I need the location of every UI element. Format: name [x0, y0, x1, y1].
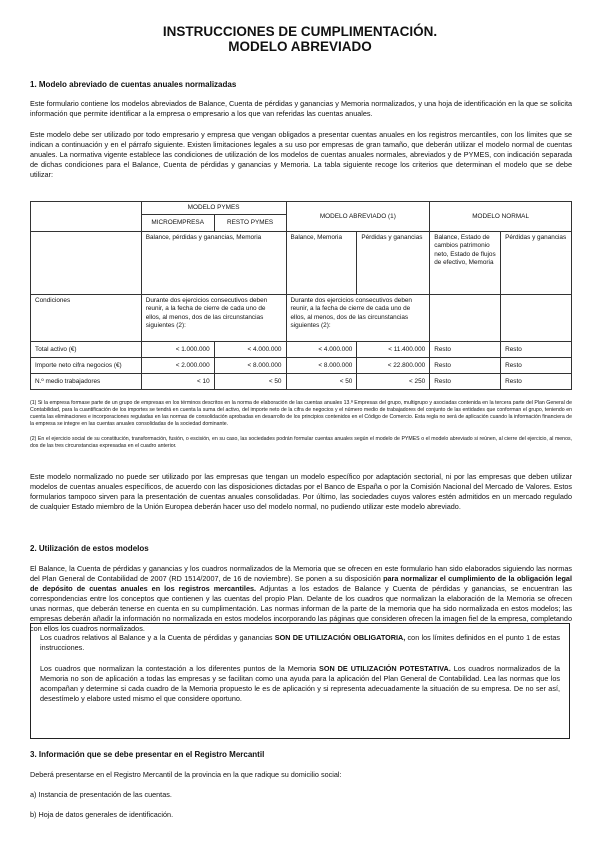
footnote-1: (1) Si la empresa formase parte de un grupo de empresas en los términos descritos en la norma de elaboración de las cuentas anuales 13.ª Empresas del grupo, multigrupo y asociadas contenida en la tercera parte del Plan General de Contabilidad, para la cuantificación de los importes se tendrá en cuenta la suma del activo, del importe neto de la cifra de negocios y el número medio de trabajadores del conjunto de las entidades que conforman el grupo, teniendo en cuenta las eliminaciones e incorporaciones reguladas en las normas de consolidación aprobadas en desarrollo de los principios contenidos en el Código de Comercio. Esta regla no será de aplicación cuando la información financiera de la empresa se integre en las cuentas anuales consolidadas de la sociedad dominante.	[30, 400, 572, 427]
cell-resto-pymes: < 50	[214, 374, 286, 390]
section-2-heading: 2. Utilización de estos modelos	[30, 544, 149, 553]
notice-box	[30, 623, 570, 739]
cell-abreviado-1: < 8.000.000	[286, 358, 357, 374]
cell-normal-1: Resto	[430, 358, 501, 374]
header-resto-pymes: RESTO PYMES	[214, 215, 286, 232]
section-3-intro: Deberá presentarse en el Registro Mercantil de la provincia en la que radique su domicilio social:	[30, 770, 342, 779]
notice-2-text-a: Los cuadros que normalizan la contestación a los diferentes puntos de la Memoria	[40, 664, 319, 673]
docs-pymes: Balance, pérdidas y ganancias, Memoria	[141, 232, 286, 295]
cell-normal-1: Resto	[430, 374, 501, 390]
notice-1-text-bold: SON DE UTILIZACIÓN OBLIGATORIA,	[274, 633, 406, 642]
condiciones-abreviado: Durante dos ejercicios consecutivos deben reunir, a la fecha de cierre de cada uno de ellos, al menos, dos de las circunstancias siguientes (2):	[286, 295, 430, 342]
notice-2-text-bold: SON DE UTILIZACIÓN POTESTATIVA.	[318, 664, 451, 673]
cell-abreviado-2: < 250	[357, 374, 430, 390]
cell-normal-2: Resto	[501, 342, 572, 358]
header-modelo-abreviado: MODELO ABREVIADO (1)	[286, 202, 430, 232]
docs-abreviado-balance: Balance, Memoria	[286, 232, 357, 295]
condiciones-label: Condiciones	[31, 295, 142, 342]
notice-1-text-c: con los límites definidos en el punto 1 de estas instrucciones.	[40, 633, 560, 652]
title-line-2: MODELO ABREVIADO	[228, 39, 372, 54]
section-1-paragraph-1: Este formulario contiene los modelos abreviados de Balance, Cuenta de pérdidas y ganancias y Memoria normalizados, y una hoja de identificación en la que se solicita información que permite identificar a la empresa o empresario a los que van referidas las cuentas anuales.	[30, 99, 572, 118]
section-3-item-b: b) Hoja de datos generales de identificación.	[30, 810, 174, 819]
paragraph-modelo-normalizado: Este modelo normalizado no puede ser utilizado por las empresas que tengan un modelo específico por adaptación sectorial, ni por las empresas que deben utilizar modelos de cuentas anuales específicos, de acuerdo con las disposiciones dictadas por el Banco de España o por la Comisión Nacional del Mercado de Valores. Estos formularios tampoco sirven para la presentación de cuentas anuales consolidadas. Por último, las sociedades cuyos valores estén admitidos en un mercado regulado de cualquier Estado miembro de la Unión Europea deberán hacer uso del modelo normal, no pudiendo utilizar este modelo abreviado.	[30, 472, 572, 511]
notice-paragraph-2	[40, 664, 560, 704]
title-line-1: INSTRUCCIONES DE CUMPLIMENTACIÓN.	[162, 24, 438, 39]
cell-micro: < 1.000.000	[141, 342, 214, 358]
table-docs-label-cell	[31, 232, 142, 295]
cell-normal-2: Resto	[501, 374, 572, 390]
notice-1-text-a: Los cuadros relativos al Balance y a la Cuenta de pérdidas y ganancias	[40, 633, 275, 642]
section-3-item-a: a) Instancia de presentación de las cuentas.	[30, 790, 172, 799]
cell-abreviado-2: < 22.800.000	[357, 358, 430, 374]
cell-micro: < 2.000.000	[141, 358, 214, 374]
condiciones-normal-2	[501, 295, 572, 342]
row-label: N.º medio trabajadores	[31, 374, 142, 390]
section-2-text-c: Adjuntas a los estados de Balance y Cuenta de pérdidas y ganancias, se encuentran las correspondencias entre los conceptos que contienen y las cuentas del propio Plan. Delante de los cuadros que normalizan la elaboración de la Memoria se ofrecen unas normas, que deberán tenerse en cuenta en su cumplimentación. Las normas informan de la parte de la memoria que ha sido normalizada en estos modelos; las empresas deberán añadir la información no normalizada en estos modelos incorporando las páginas que consideren ofrecen la imagen fiel de la empresa, completando con ellos los cuadros normalizados.	[30, 584, 572, 633]
section-1-paragraph-2: Este modelo debe ser utilizado por todo empresario y empresa que vengan obligados a presentar cuentas anuales en los registros mercantiles, con los límites que se indican a continuación y en el párrafo siguiente. Existen limitaciones legales a su uso por empresas de gran tamaño, que deberán utilizar el modelo normal de cuentas anuales. La normativa vigente establece las condiciones de utilización de los modelos de cuentas anuales normales, abreviados y de PYMES, con indicación separada de dichas condiciones para el Balance, Cuenta de pérdidas y ganancias y Memoria. La tabla siguiente recoge los criterios que determinan el modelo que se debe utilizar:	[30, 130, 572, 179]
row-label: Total activo (€)	[31, 342, 142, 358]
criteria-table	[30, 201, 572, 390]
cell-normal-2: Resto	[501, 358, 572, 374]
cell-resto-pymes: < 8.000.000	[214, 358, 286, 374]
cell-abreviado-1: < 4.000.000	[286, 342, 357, 358]
condiciones-normal-1	[430, 295, 501, 342]
table-corner-cell	[31, 202, 142, 232]
docs-normal-pyg: Pérdidas y ganancias	[501, 232, 572, 295]
header-microempresa: MICROEMPRESA	[141, 215, 214, 232]
row-label: Importe neto cifra negocios (€)	[31, 358, 142, 374]
notice-paragraph-1	[40, 633, 560, 653]
cell-resto-pymes: < 4.000.000	[214, 342, 286, 358]
section-2-text-a: El Balance, la Cuenta de pérdidas y ganancias y los cuadros normalizados de la Memoria que se ofrecen en este formulario han sido elaborados siguiendo las normas del Plan General de Contabilidad de 2007 (RD 1514/2007, de 16 de noviembre). Se ponen a su disposición	[30, 564, 572, 583]
footnote-2: (2) En el ejercicio social de su constitución, transformación, fusión, o escisión, en su caso, las sociedades podrán formular cuentas anuales según el modelo de PYMES o el modelo abreviado si reúnen, al cierre del ejercicio, al menos, dos de las tres circunstancias expresadas en el cuadro anterior.	[30, 436, 572, 449]
cell-normal-1: Resto	[430, 342, 501, 358]
cell-micro: < 10	[141, 374, 214, 390]
section-2-text-bold: para normalizar el cumplimiento de la obligación legal de depósito de cuentas anuales en los registros mercantiles.	[30, 574, 572, 593]
notice-2-text-c: Los cuadros normalizados de la Memoria no son de aplicación a todas las empresas y se facilitan como una ayuda para la aplicación del Plan General de Contabilidad. Lea las normas que los acompañan y determine si cada cuadro de la Memoria propuesto le es de aplicación y si representa adecuadamente la situación de su empresa. De no ser así, desestímelo y elabore usted mismo el que considere oportuno.	[40, 664, 560, 703]
docs-normal-balance: Balance, Estado de cambios patrimonio neto, Estado de flujos de efectivo, Memoria	[430, 232, 501, 295]
condiciones-pymes: Durante dos ejercicios consecutivos deben reunir, a la fecha de cierre de cada uno de ellos, al menos, dos de las circunstancias siguientes (2):	[141, 295, 286, 342]
header-modelo-pymes: MODELO PYMES	[141, 202, 286, 215]
section-1-heading: 1. Modelo abreviado de cuentas anuales normalizadas	[30, 80, 237, 89]
header-modelo-normal: MODELO NORMAL	[430, 202, 572, 232]
section-3-heading: 3. Información que se debe presentar en el Registro Mercantil	[30, 750, 265, 759]
docs-abreviado-pyg: Pérdidas y ganancias	[357, 232, 430, 295]
cell-abreviado-1: < 50	[286, 374, 357, 390]
cell-abreviado-2: < 11.400.000	[357, 342, 430, 358]
